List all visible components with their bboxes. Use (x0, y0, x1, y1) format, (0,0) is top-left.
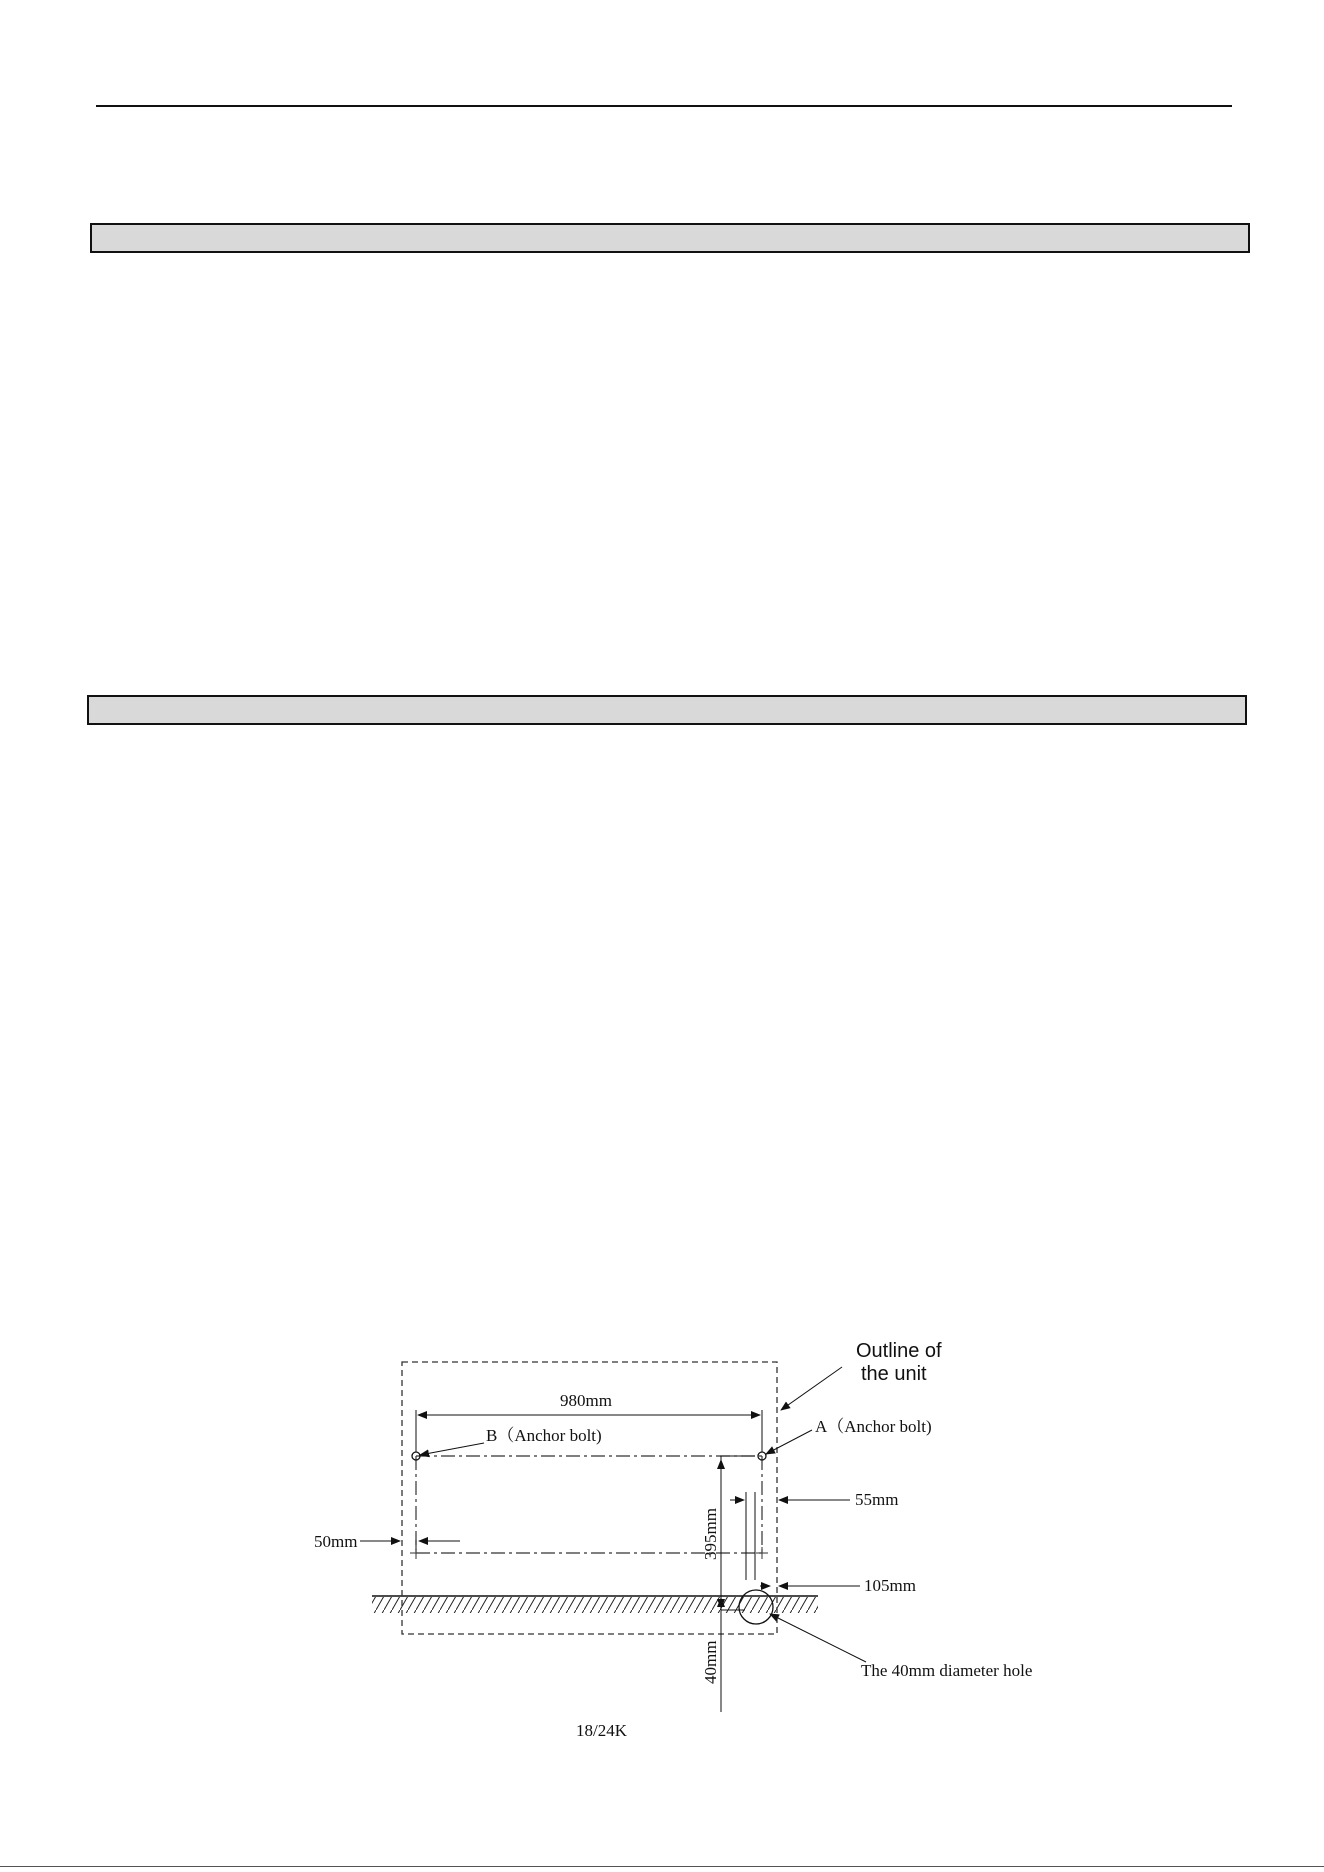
model-label: 18/24K (576, 1721, 627, 1740)
dimension-50mm-label: 50mm (314, 1532, 358, 1551)
dimension-55mm (730, 1490, 898, 1580)
dimension-395mm-label: 395mm (701, 1508, 720, 1560)
anchor-bolt-b-label: B（Anchor bolt) (486, 1426, 602, 1445)
dimension-55mm-label: 55mm (855, 1490, 899, 1509)
outline-label-line-1: Outline of (856, 1340, 942, 1362)
anchor-bolt-a-label: A（Anchor bolt) (815, 1417, 932, 1436)
footer-rule (0, 1866, 1324, 1867)
dimension-40mm-label: 40mm (701, 1640, 720, 1684)
drain-hole-label: The 40mm diameter hole (861, 1661, 1033, 1680)
dimension-980mm-label: 980mm (560, 1391, 612, 1410)
outline-label-line-2: the unit (861, 1363, 927, 1385)
dimension-105mm-label: 105mm (864, 1576, 916, 1595)
dimension-50mm (314, 1532, 460, 1551)
ground-hatching (372, 1596, 818, 1613)
dimension-105mm (760, 1576, 916, 1595)
